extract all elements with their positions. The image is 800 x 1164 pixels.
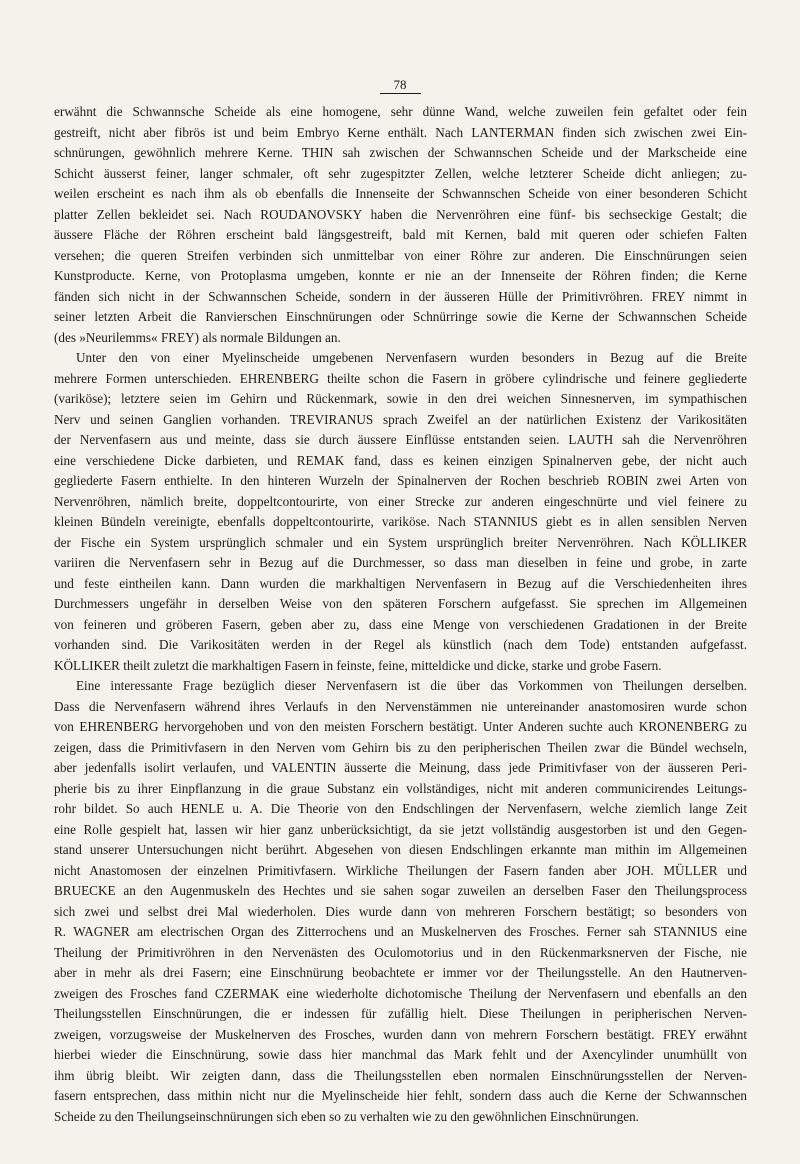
text-line: Schicht äusserst feiner, langer schmaler, oft sehr zugespitzter Zellen, welche letzterer Scheide dicht anliegen; zu- (54, 165, 747, 181)
text-line: Dass die Nervenfasern während ihres Verlaufs in den Nervenstämmen nie untereinander anastomosiren wurde schon (54, 698, 747, 714)
text-line: Eine interessante Frage bezüglich dieser Nervenfasern ist die über das Vorkommen von Theilungen derselben. (76, 678, 747, 693)
text-line: (des »Neurilemms« FREY) als normale Bildungen an. (54, 329, 341, 345)
text-line: (variköse); letztere seien im Gehirn und Rückenmark, sowie in den drei weichen Sinnesnerven, im sympathischen (54, 391, 747, 406)
text-line: der Nervenfasern aus und meinte, dass sie durch äussere Einflüsse entstanden seien. LAUTH sah die Nervenröhren (54, 432, 747, 447)
body-text (54, 102, 747, 1127)
text-line: von feineren und gröberen Fasern, geben aber zu, dass eine Menge von verschiedenen Gradationen in der Breite (54, 616, 747, 632)
text-line: pherie bis zu ihrer Einpflanzung in die graue Substanz ein vollständiges, nicht mit anderen communicirendes Leitungs- (54, 780, 747, 796)
text-line: äussere Fläche der Röhren erscheint bald längsgestreift, bald mit Kernen, bald mit queren oder schiefen Falten (54, 227, 747, 242)
text-line: nicht Anastomosen der einzelnen Primitivfasern. Wirkliche Theilungen der Fasern fanden aber JOH. MÜLLER und (54, 862, 747, 878)
text-line: aber in mehr als drei Fasern; eine Einschnürung beobachtete er immer vor der Theilungsstelle. An den Hautnerven- (54, 965, 747, 980)
text-line: mehrere Formen unterschieden. EHRENBERG theilte schon die Fasern in gröbere cylindrische und feinere gegliederte (54, 370, 747, 386)
text-line: fasern entsprechen, dass mithin nicht nur die Myelinscheide hier fehlt, sondern dass auch die Kerne der Schwannschen (54, 1088, 747, 1103)
text-line: kleinen Bündeln vereinigte, ebenfalls doppeltcontourirte, variköse. Nach STANNIUS giebt es in allen sensiblen Nerven (54, 514, 747, 529)
text-line: KÖLLIKER theilt zuletzt die markhaltigen Fasern in feinste, feine, mitteldicke und dicke, starke und grobe Fasern. (54, 657, 662, 673)
text-line: weilen erscheint es nach ihm als ob ebenfalls die Innenseite der Schwannschen Scheide von einer besonderen Schicht (54, 186, 747, 201)
text-line: R. WAGNER am electrischen Organ des Zitterrochens und an Muskelnerven des Frosches. Ferner sah STANNIUS eine (54, 924, 747, 939)
text-line: Durchmessers ungefähr in derselben Weise von den späteren Forschern aufgefasst. Sie sprechen im Allgemeinen (54, 596, 747, 611)
text-line: zweigen des Frosches fand CZERMAK eine wiederholte dichotomische Theilung der Nervenfasern und ebenfalls an den (54, 985, 747, 1001)
text-line: erwähnt die Schwannsche Scheide als eine homogene, sehr dünne Wand, welche zuweilen fein gefaltet oder fein (54, 104, 747, 119)
text-line: zeigen, dass die Primitivfasern in den Nerven vom Gehirn bis zu den peripherischen Theilen zwar die Bündel wechseln, (54, 739, 747, 755)
page-number: 78 (0, 77, 800, 93)
text-line: fänden sich nicht in der Schwannschen Scheide, sondern in der äusseren Hülle der Primitivröhren. FREY nimmt in (54, 288, 747, 304)
text-line: Unter den von einer Myelinscheide umgebenen Nervenfasern wurden besonders in Bezug auf die Breite (76, 350, 747, 365)
text-line: zweigen, vorzugsweise der Muskelnerven des Frosches, wurden dann von mehrern Forschern bestätigt. FREY erwähnt (54, 1026, 747, 1042)
text-line: vorhanden sind. Die Varikositäten werden in der Regel als künstlich (nach dem Tode) entstanden aufgefasst. (54, 637, 747, 652)
text-line: ihm übrig bleibt. Wir zeigten dann, dass die Theilungsstellen eben normalen Einschnürungsstellen der Nerven- (54, 1067, 747, 1083)
text-line: der Fische ein System ursprünglich schmaler und ein System ursprünglich breiter Nervenröhren. Nach KÖLLIKER (54, 534, 747, 550)
text-line: Scheide zu den Theilungseinschnürungen sich eben so zu verhalten wie zu den gewöhnlichen Einschnürungen. (54, 1108, 639, 1124)
text-line: BRUECKE an den Augenmuskeln des Hechtes und sie sahen sogar zuweilen an derselben Faser den Theilungsprocess (54, 883, 747, 898)
text-line: rohr bildet. So auch HENLE u. A. Die Theorie von den Endschlingen der Nervenfasern, welche ziemlich lange Zeit (54, 801, 747, 816)
text-line: versehen; die queren Streifen verbinden sich unmittelbar von einer Röhre zur anderen. Die Einschnürungen seien (54, 247, 747, 263)
text-line: Theilung der Primitivröhren in den Nervenästen des Oculomotorius und in den Rückenmarksnerven der Fische, nie (54, 944, 747, 960)
text-line: sich zwei und selbst drei Mal wiederholen. Dies wurde dann von mehreren Forschern bestätigt; so besonders von (54, 903, 747, 919)
text-line: eine Rolle gespielt hat, lassen wir hier ganz unberücksichtigt, da sie jetzt vollständig ausgestorben ist und den Gegen- (54, 821, 747, 837)
text-line: hierbei wieder die Einschnürung, sowie dass hier manchmal das Mark fehlt und der Axencylinder unumhüllt von (54, 1047, 747, 1062)
text-line: Nervenröhren, nämlich breite, doppeltcontourirte, von einer Strecke zur anderen eingeschnürte und viel feinere zu (54, 493, 747, 509)
text-line: Kunstproducte. Kerne, von Protoplasma umgeben, konnte er nie an der Innenseite der Röhren finden; die Kerne (54, 268, 747, 283)
text-line: aber jedenfalls isolirt verlaufen, und VALENTIN äusserte die Meinung, dass jede Primitivfaser von der äusseren Peri- (54, 760, 747, 775)
text-line: Theilungsstellen Einschnürungen, die er indessen für zufällig hielt. Diese Theilungen in peripherischen Nerven- (54, 1006, 747, 1021)
text-line: gestreift, nicht aber fibrös ist und beim Embryo Kerne enthält. Nach LANTERMAN finden sich zwischen zwei Ein- (54, 124, 747, 140)
text-line: variiren die Nervenfasern sehr in Bezug auf die Durchmesser, so dass man dieselben in feine und grobe, in zarte (54, 555, 747, 570)
text-line: schnürungen, gewöhnlich mehrere Kerne. THIN sah zwischen der Schwannschen Scheide und der Markscheide eine (54, 145, 747, 160)
text-line: eine verschiedene Dicke darbieten, und REMAK fand, dass es keinen einzigen Spinalnerven gebe, der nicht auch (54, 452, 747, 468)
text-line: von EHRENBERG hervorgehoben und von den meisten Forschern bestätigt. Unter Anderen suchte auch KRONENBERG zu (54, 719, 747, 734)
text-line: seiner letzten Arbeit die Ranvierschen Einschnürungen oder Schnürringe sowie die Kerne der Schwannschen Scheide (54, 309, 747, 324)
text-line: platter Zellen bekleidet sei. Nach ROUDANOVSKY haben die Nervenröhren eine fünf- bis sechseckige Gestalt; die (54, 206, 747, 222)
text-line: Nerv und seinen Ganglien vorhanden. TREVIRANUS sprach Zweifel an der natürlichen Existenz der Varikositäten (54, 411, 747, 427)
text-line: und feste eintheilen kann. Dann wurden die markhaltigen Nervenfasern in Bezug auf die Verschiedenheiten ihres (54, 575, 747, 591)
text-line: gegliederte Fasern enthielte. In den hinteren Wurzeln der Spinalnerven der Rochen beschrieb ROBIN zwei Arten von (54, 473, 747, 488)
text-line: stand unserer Untersuchungen nicht berührt. Abgesehen von diesen Endschlingen erkannte man mithin im Allgemeinen (54, 842, 747, 857)
